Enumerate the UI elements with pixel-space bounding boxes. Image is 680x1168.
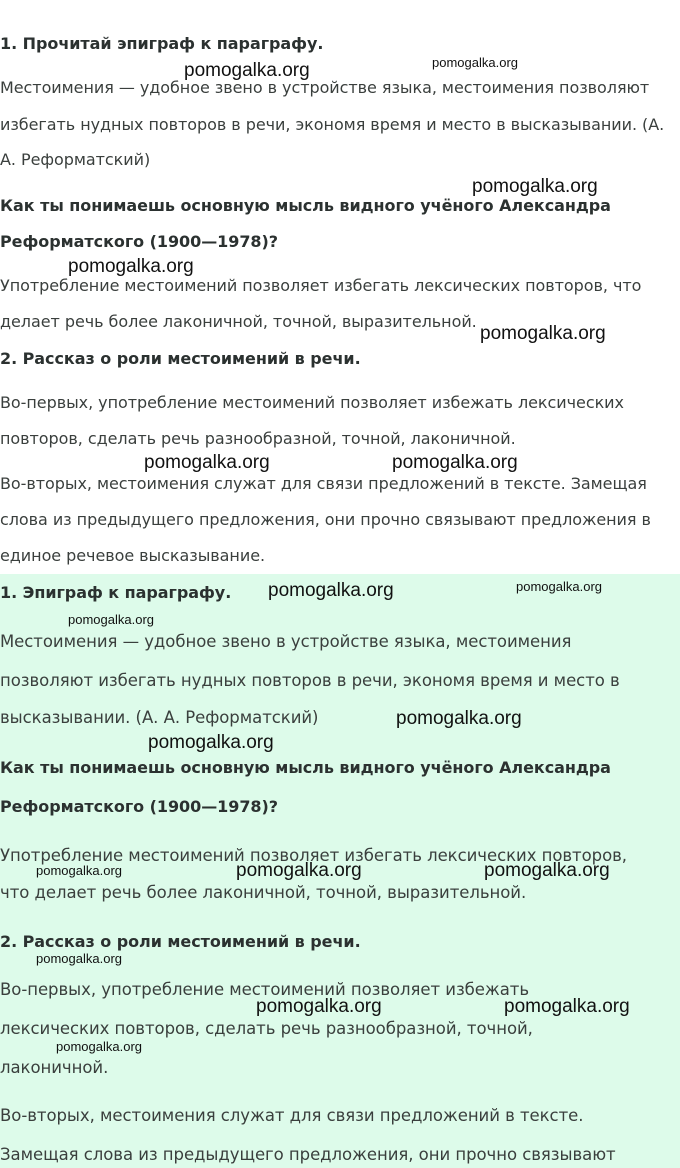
- watermark-text: pomogalka.org: [68, 256, 194, 277]
- epigraph-line: избегать нудных повторов в речи, экономя время и место в высказывании. (А.: [0, 115, 665, 134]
- watermark-text: pomogalka.org: [472, 176, 598, 197]
- epigraph-line: Местоимения — удобное звено в устройстве языка, местоимения: [0, 632, 572, 651]
- task-one-heading: 1. Эпиграф к параграфу.: [0, 583, 232, 602]
- watermark-text: pomogalka.org: [432, 55, 518, 70]
- watermark-text: pomogalka.org: [36, 951, 122, 966]
- first-point-line: лаконичной.: [0, 1058, 109, 1077]
- watermark-text: pomogalka.org: [392, 452, 518, 473]
- watermark-text: pomogalka.org: [484, 860, 610, 881]
- watermark-text: pomogalka.org: [268, 580, 394, 601]
- watermark-text: pomogalka.org: [504, 996, 630, 1017]
- first-point-line: лексических повторов, сделать речь разнообразной, точной,: [0, 1019, 533, 1038]
- answer-section-one: [0, 0, 680, 574]
- epigraph-line: позволяют избегать нудных повторов в речи, экономя время и место в: [0, 671, 620, 690]
- second-point-line: Во-вторых, местоимения служат для связи предложений в тексте.: [0, 1106, 584, 1125]
- watermark-text: pomogalka.org: [396, 708, 522, 729]
- watermark-text: pomogalka.org: [68, 612, 154, 627]
- watermark-text: pomogalka.org: [148, 732, 274, 753]
- answer-line: Употребление местоимений позволяет избегать лексических повторов,: [0, 846, 628, 865]
- watermark-text: pomogalka.org: [256, 996, 382, 1017]
- watermark-text: pomogalka.org: [516, 579, 602, 594]
- first-point-line: Во-первых, употребление местоимений позволяет избежать лексических: [0, 393, 624, 412]
- answer-line: что делает речь более лаконичной, точной, выразительной.: [0, 883, 527, 902]
- question-line: Как ты понимаешь основную мысль видного учёного Александра: [0, 758, 611, 777]
- second-point-line: Замещая слова из предыдущего предложения, они прочно связывают: [0, 1145, 616, 1164]
- epigraph-line: А. Реформатский): [0, 150, 151, 169]
- second-point-line: единое речевое высказывание.: [0, 546, 266, 565]
- watermark-text: pomogalka.org: [144, 452, 270, 473]
- first-point-line: повторов, сделать речь разнообразной, точной, лаконичной.: [0, 429, 516, 448]
- watermark-text: pomogalka.org: [36, 863, 122, 878]
- watermark-text: pomogalka.org: [480, 323, 606, 344]
- answer-line: делает речь более лаконичной, точной, выразительной.: [0, 312, 477, 331]
- epigraph-line: высказывании. (А. А. Реформатский): [0, 708, 319, 727]
- task-one-heading: 1. Прочитай эпиграф к параграфу.: [0, 34, 324, 53]
- question-line: Как ты понимаешь основную мысль видного учёного Александра: [0, 196, 611, 215]
- task-two-heading: 2. Рассказ о роли местоимений в речи.: [0, 932, 361, 951]
- watermark-text: pomogalka.org: [184, 60, 310, 81]
- second-point-line: слова из предыдущего предложения, они прочно связывают предложения в: [0, 510, 651, 529]
- question-line: Реформатского (1900—1978)?: [0, 797, 278, 816]
- question-line: Реформатского (1900—1978)?: [0, 232, 278, 251]
- answer-line: Употребление местоимений позволяет избегать лексических повторов, что: [0, 276, 642, 295]
- epigraph-line: Местоимения — удобное звено в устройстве языка, местоимения позволяют: [0, 78, 650, 97]
- watermark-text: pomogalka.org: [236, 860, 362, 881]
- task-two-heading: 2. Рассказ о роли местоимений в речи.: [0, 349, 361, 368]
- first-point-line: Во-первых, употребление местоимений позволяет избежать: [0, 980, 530, 999]
- second-point-line: Во-вторых, местоимения служат для связи предложений в тексте. Замещая: [0, 474, 647, 493]
- watermark-text: pomogalka.org: [56, 1039, 142, 1054]
